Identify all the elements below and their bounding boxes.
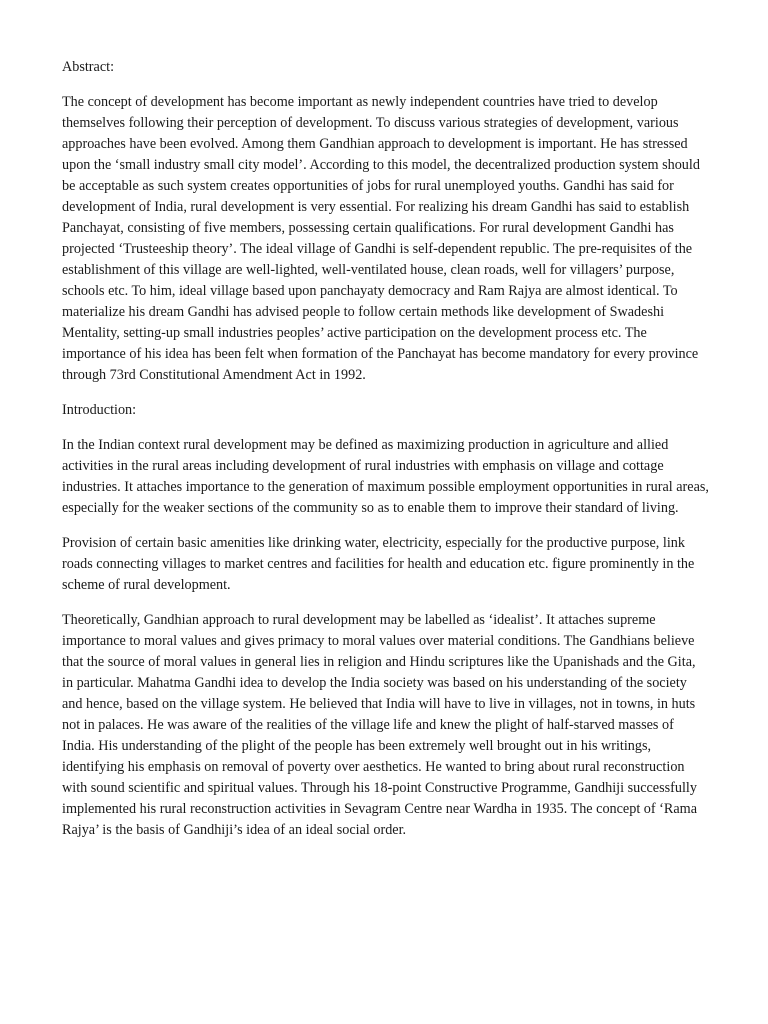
abstract-paragraph: The concept of development has become important as newly independent countries have tried to develop themselves following their perception of development. To discuss various strategies of development, various approaches have been evolved. Among them Gandhian approach to development is important. He has stressed upon the ‘small industry small city model’. According to this model, the decentralized production system should be acceptable as such system creates opportunities of jobs for rural unemployed youths. Gandhi has said for development of India, rural development is very essential. For realizing his dream Gandhi has said to establish Panchayat, consisting of five members, possessing certain qualifications. For rural development Gandhi has projected ‘Trusteeship theory’. The ideal village of Gandhi is self-dependent republic. The pre-requisites of the establishment of this village are well-lighted, well-ventilated house, clean roads, well for villagers’ purpose, schools etc. To him, ideal village based upon panchayaty democracy and Ram Rajya are almost identical. To materialize his dream Gandhi has advised people to follow certain methods like development of Swadeshi Mentality, setting-up small industries peoples’ active participation on the development process etc. The importance of his idea has been felt when formation of the Panchayat has become mandatory for every province through 73rd Constitutional Amendment Act in 1992. [62, 94, 700, 383]
abstract-heading: Abstract: [62, 59, 115, 75]
introduction-paragraph-2: Provision of certain basic amenities like drinking water, electricity, especially for the productive purpose, link roads connecting villages to market centres and facilities for health and education etc. figure prominently in the scheme of rural development. [62, 535, 695, 593]
introduction-paragraph-3: Theoretically, Gandhian approach to rural development may be labelled as ‘idealist’. It attaches supreme importance to moral values and gives primacy to moral values over material conditions. The Gandhians believe that the source of moral values in general lies in religion and Hindu scriptures like the Upanishads and the Gita, in particular. Mahatma Gandhi idea to develop the India society was based on his understanding of the society and hence, based on the village system. He believed that India will have to live in villages, not in towns, in huts not in palaces. He was aware of the realities of the village life and knew the plight of half-starved masses of India. His understanding of the plight of the people has been extremely well brought out in his writings, identifying his emphasis on removal of poverty over aesthetics. He wanted to bring about rural reconstruction with sound scientific and spiritual values. Through his 18-point Constructive Programme, Gandhiji successfully implemented his rural reconstruction activities in Sevagram Centre near Wardha in 1935. The concept of ‘Rama Rajya’ is the basis of Gandhiji’s idea of an ideal social order. [62, 612, 697, 838]
document-page [62, 57, 710, 855]
introduction-heading: Introduction: [62, 402, 137, 418]
introduction-paragraph-1: In the Indian context rural development may be defined as maximizing production in agriculture and allied activities in the rural areas including development of rural industries with emphasis on village and cottage industries. It attaches importance to the generation of maximum possible employment opportunities in rural areas, especially for the weaker sections of the community so as to enable them to improve their standard of living. [62, 437, 709, 516]
